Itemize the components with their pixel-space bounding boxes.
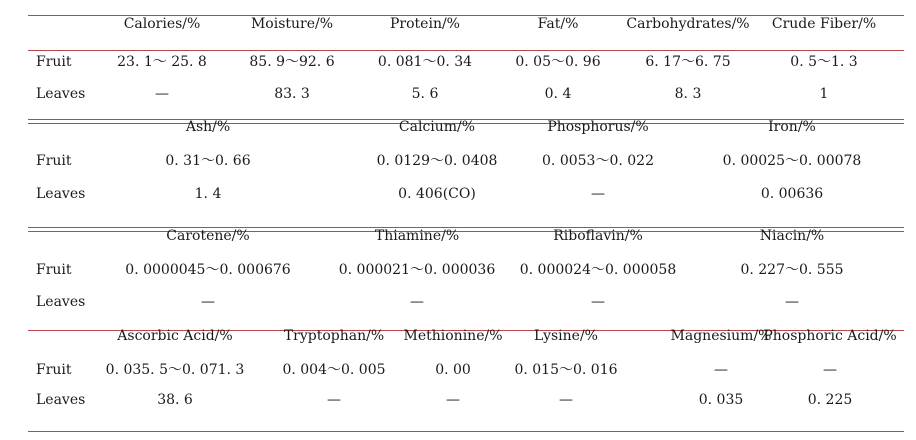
column-header: Ash/% xyxy=(185,119,231,135)
table-cell: 0. 081～0. 34 xyxy=(377,54,473,70)
table-cell: 0. 035 xyxy=(698,392,744,408)
table-cell: — xyxy=(446,392,460,408)
row-label: Leaves xyxy=(36,294,86,310)
table-cell: 83. 3 xyxy=(274,86,310,102)
header-row xyxy=(28,11,904,37)
table-cell: 0. 0129～0. 0408 xyxy=(376,153,498,169)
table-cell: 5. 6 xyxy=(411,86,439,102)
table-cell: — xyxy=(327,392,341,408)
table-cell: 0. 5～1. 3 xyxy=(790,54,858,70)
table-row xyxy=(28,387,904,413)
table-cell: 0. 00025～0. 00078 xyxy=(722,153,862,169)
column-header: Magnesium/% xyxy=(670,328,772,344)
table-rule xyxy=(28,431,904,432)
table-cell: 1. 4 xyxy=(194,186,222,202)
table-cell: — xyxy=(591,186,605,202)
table-cell: 23. 1～ 25. 8 xyxy=(117,54,207,70)
table-cell: 0. 227～0. 555 xyxy=(740,262,844,278)
column-header: Methionine/% xyxy=(403,328,503,344)
table-cell: 1 xyxy=(819,86,829,102)
column-header: Calories/% xyxy=(123,16,201,32)
column-header: Phosphoric Acid/% xyxy=(763,328,897,344)
column-header: Lysine/% xyxy=(534,328,598,344)
table-cell: 0. 225 xyxy=(807,392,853,408)
column-header: Crude Fiber/% xyxy=(771,16,877,32)
row-label: Leaves xyxy=(36,86,86,102)
table-cell: — xyxy=(201,294,215,310)
table-cell: — xyxy=(591,294,605,310)
table-cell: 0. 015～0. 016 xyxy=(514,362,618,378)
table-cell: — xyxy=(714,362,728,378)
column-header: Niacin/% xyxy=(759,228,825,244)
column-header: Ascorbic Acid/% xyxy=(117,328,233,344)
column-header: Fat/% xyxy=(537,16,579,32)
table-cell: 0. 0000045～0. 000676 xyxy=(125,262,291,278)
table-cell: 85. 9～92. 6 xyxy=(249,54,335,70)
row-label: Leaves xyxy=(36,186,86,202)
column-header: Carotene/% xyxy=(166,228,250,244)
table-row xyxy=(28,257,904,283)
table-row xyxy=(28,181,904,207)
column-header: Phosphorus/% xyxy=(547,119,649,135)
table-row xyxy=(28,81,904,107)
row-label: Fruit xyxy=(36,362,72,378)
table-cell: 0. 0053～0. 022 xyxy=(542,153,654,169)
column-header: Riboflavin/% xyxy=(553,228,643,244)
table-cell: 8. 3 xyxy=(674,86,702,102)
table-cell: 0. 000024～0. 000058 xyxy=(519,262,677,278)
table-cell: — xyxy=(823,362,837,378)
table-cell: 0. 31～0. 66 xyxy=(165,153,251,169)
table-row xyxy=(28,289,904,315)
table-cell: — xyxy=(559,392,573,408)
table-cell: 0. 00636 xyxy=(760,186,824,202)
row-label: Fruit xyxy=(36,262,72,278)
header-row xyxy=(28,223,904,249)
row-label: Fruit xyxy=(36,54,72,70)
row-label: Leaves xyxy=(36,392,86,408)
table-cell: 0. 406(CO) xyxy=(398,186,476,202)
table-row xyxy=(28,49,904,75)
table-cell: — xyxy=(785,294,799,310)
column-header: Moisture/% xyxy=(250,16,334,32)
table-cell: 0. 004～0. 005 xyxy=(282,362,386,378)
table-cell: 6. 17～6. 75 xyxy=(645,54,731,70)
table-cell: 0. 4 xyxy=(544,86,572,102)
table-row xyxy=(28,148,904,174)
table-row xyxy=(28,357,904,383)
header-row xyxy=(28,114,904,140)
column-header: Iron/% xyxy=(768,119,816,135)
column-header: Calcium/% xyxy=(398,119,476,135)
header-row xyxy=(28,323,904,349)
table-cell: — xyxy=(410,294,424,310)
column-header: Thiamine/% xyxy=(374,228,460,244)
table-cell: 0. 035. 5～0. 071. 3 xyxy=(105,362,245,378)
table-cell: 38. 6 xyxy=(157,392,193,408)
column-header: Protein/% xyxy=(390,16,460,32)
row-label: Fruit xyxy=(36,153,72,169)
table-cell: 0. 05～0. 96 xyxy=(515,54,601,70)
column-header: Tryptophan/% xyxy=(283,328,385,344)
table-cell: 0. 000021～0. 000036 xyxy=(338,262,496,278)
table-cell: 0. 00 xyxy=(435,362,471,378)
table-cell: — xyxy=(155,86,169,102)
column-header: Carbohydrates/% xyxy=(626,16,750,32)
